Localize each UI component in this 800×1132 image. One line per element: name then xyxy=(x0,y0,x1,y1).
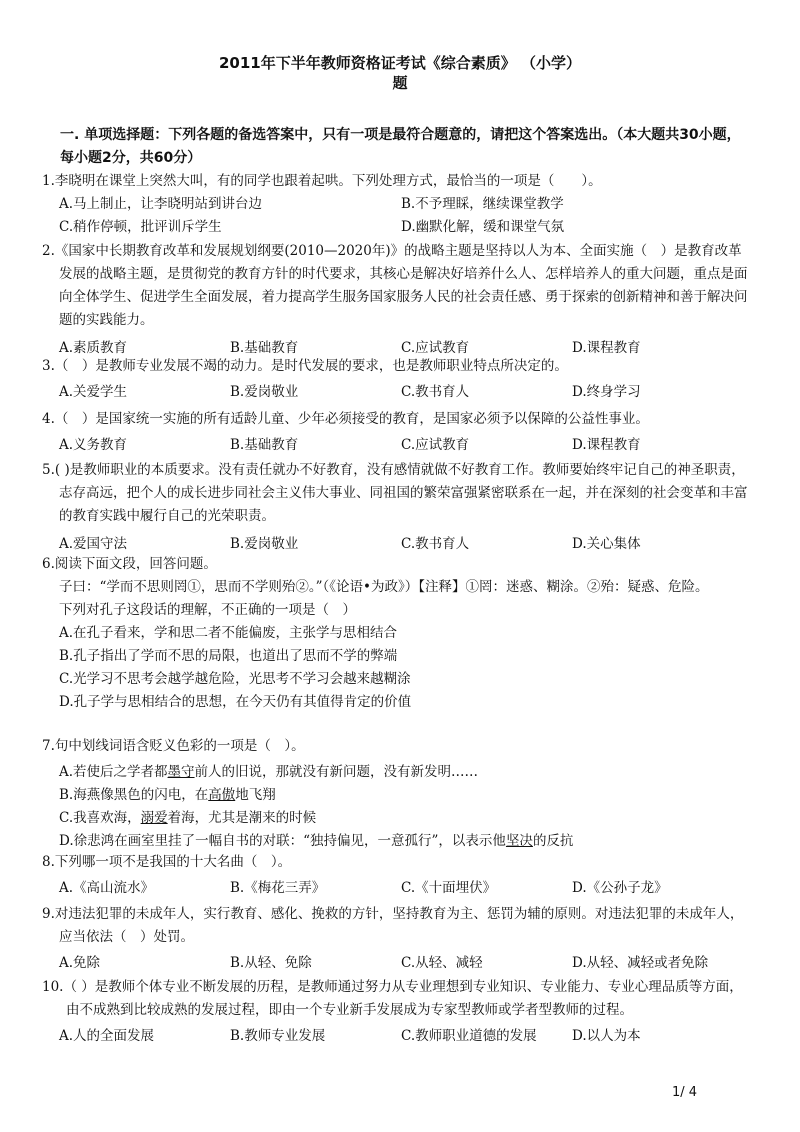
option-b: B.基础教育 xyxy=(230,437,299,453)
question-stem: 10.（ ）是教师个体专业不断发展的历程，是教师通过努力从专业理想到专业知识、专业能力、专业心理品质等方面，由不成熟到比较成熟的发展过程，即由一个专业新手发展成为专家型教师或学者型教师的过程。 xyxy=(42,979,743,1018)
question-stem: 6.阅读下面文段，回答问题。 xyxy=(42,556,217,572)
options-row xyxy=(42,381,752,404)
question-7 xyxy=(42,735,752,853)
option-c: C.应试教育 xyxy=(401,437,470,453)
question-stem: 4.（ ）是国家统一实施的所有适龄儿童、少年必须接受的教育，是国家必须予以保障的公益性事业。 xyxy=(42,411,649,427)
question-6 xyxy=(42,553,752,714)
underlined-word: 高傲 xyxy=(208,787,236,803)
question-10 xyxy=(42,976,752,1048)
option-d: D.从轻、减轻或者免除 xyxy=(572,955,709,971)
question-stem: 8.下列哪一项不是我国的十大名曲（ ）。 xyxy=(42,854,292,870)
options-row xyxy=(42,193,752,216)
question-stem: 3.（ ）是教师专业发展不竭的动力。是时代发展的要求，也是教师职业特点所决定的。 xyxy=(42,358,568,374)
options-row xyxy=(42,216,752,239)
option-d: D.课程教育 xyxy=(572,437,641,453)
option-c: C.从轻、减轻 xyxy=(401,955,483,971)
options-row xyxy=(42,1025,752,1048)
question-9 xyxy=(42,903,752,975)
underlined-word: 墨守 xyxy=(167,764,195,780)
option-b: B.爱岗敬业 xyxy=(230,384,299,400)
option-c: C.我喜欢海，溺爱着海，尤其是潮来的时候 xyxy=(59,810,317,826)
exam-title: 2011年下半年教师资格证考试《综合素质》 （小学） xyxy=(219,54,581,72)
quote-passage: 子曰：“学而不思则罔①，思而不学则殆②。”（《论语•为政》）【注释】①罔：迷惑、糊涂。②殆：疑惑、危险。 xyxy=(59,579,709,595)
question-2 xyxy=(42,240,752,360)
option-b: B.基础教育 xyxy=(230,340,299,356)
exam-title-continued: 题 xyxy=(392,74,408,92)
option-d: D.关心集体 xyxy=(572,536,641,552)
question-4 xyxy=(42,408,752,457)
option-b: B.《梅花三弄》 xyxy=(230,880,326,896)
question-stem: 1.李晓明在课堂上突然大叫，有的同学也跟着起哄。下列处理方式，最恰当的一项是（ ）。 xyxy=(42,173,602,189)
options-list xyxy=(42,622,752,714)
question-stem: 2.《国家中长期教育改革和发展规划纲要(2010—2020年)》的战略主题是坚持以人为本、全面实施（ ）是教育改革发展的战略主题，是贯彻党的教育方针的时代要求，其核心是解决好培养什么人、怎样培养人的重大问题，重点是面向全体学生、促进学生全面发展，着力提高学生服务国家服务人民的社会责任感、勇于探索的创新精神和善于解决问题的实践能力。 xyxy=(42,243,748,328)
option-b: B.不予理睬，继续课堂教学 xyxy=(401,196,564,212)
option-b: B.爱岗敬业 xyxy=(230,536,299,552)
question-5 xyxy=(42,459,752,556)
option-a: A.人的全面发展 xyxy=(59,1028,155,1044)
question-stem: 9.对违法犯罪的未成年人，实行教育、感化、挽救的方针，坚持教育为主、惩罚为辅的原则。对违法犯罪的未成年人，应当依法（ ）处罚。 xyxy=(42,906,744,945)
option-c: C.稍作停顿，批评训斥学生 xyxy=(59,219,222,235)
option-d: D.课程教育 xyxy=(572,340,641,356)
option-b: B.海燕像黑色的闪电，在高傲地飞翔 xyxy=(59,787,276,803)
option-c: C.《十面埋伏》 xyxy=(401,880,497,896)
option-c: C.应试教育 xyxy=(401,340,470,356)
option-d: D.徐悲鸿在画室里挂了一幅自书的对联：“独持偏见，一意孤行”，以表示他坚决的反抗 xyxy=(59,833,574,849)
option-d: D.以人为本 xyxy=(572,1028,641,1044)
option-d: D.孔子学与思相结合的思想，在今天仍有其值得肯定的价值 xyxy=(59,694,412,710)
option-d: D.《公孙子龙》 xyxy=(572,880,668,896)
question-stem: 7.句中划线词语含贬义色彩的一项是（ ）。 xyxy=(42,738,305,754)
section-heading: 一. 单项选择题：下列各题的备选答案中，只有一项是最符合题意的，请把这个答案选出。（本大题共30小题，每小题2分，共60分） xyxy=(60,127,741,166)
option-c: C.光学习不思考会越学越危险，光思考不学习会越来越糊涂 xyxy=(59,671,411,687)
underlined-word: 溺爱 xyxy=(140,810,168,826)
option-c: C.教师职业道德的发展 xyxy=(401,1028,537,1044)
option-d: D.终身学习 xyxy=(572,384,641,400)
option-a: A.免除 xyxy=(59,955,101,971)
question-3 xyxy=(42,355,752,404)
page-number: 1/ 4 xyxy=(672,1085,698,1100)
option-c: C.教书育人 xyxy=(401,536,470,552)
option-b: B.从轻、免除 xyxy=(230,955,312,971)
option-d: D.幽默化解，缓和课堂气氛 xyxy=(401,219,565,235)
option-a: A.义务教育 xyxy=(59,437,128,453)
option-a: A.爱国守法 xyxy=(59,536,128,552)
underlined-word: 坚决 xyxy=(505,833,533,849)
options-row xyxy=(42,877,752,900)
question-1 xyxy=(42,170,752,239)
options-row xyxy=(42,434,752,457)
options-list xyxy=(42,761,752,853)
question-prompt: 下列对孔子这段话的理解，不正确的一项是（ ） xyxy=(59,602,356,618)
option-a: A.《高山流水》 xyxy=(59,880,155,896)
options-row xyxy=(42,952,752,975)
option-a: A.马上制止，让李晓明站到讲台边 xyxy=(59,196,263,212)
option-a: A.在孔子看来，学和思二者不能偏废，主张学与思相结合 xyxy=(59,625,398,641)
option-a: A.素质教育 xyxy=(59,340,128,356)
option-b: B.孔子指出了学而不思的局限，也道出了思而不学的弊端 xyxy=(59,648,398,664)
option-a: A.若使后之学者都墨守前人的旧说，那就没有新问题，没有新发明…… xyxy=(59,764,479,780)
option-c: C.教书育人 xyxy=(401,384,470,400)
question-8 xyxy=(42,851,752,900)
question-stem: 5.( )是教师职业的本质要求。没有责任就办不好教育，没有感情就做不好教育工作。教师要始终牢记自己的神圣职责，志存高远，把个人的成长进步同社会主义伟大事业、同祖国的繁荣富强紧密联系在一起，并在深刻的社会变革和丰富的教育实践中履行自己的光荣职责。 xyxy=(42,462,748,524)
option-a: A.关爱学生 xyxy=(59,384,128,400)
option-b: B.教师专业发展 xyxy=(230,1028,326,1044)
